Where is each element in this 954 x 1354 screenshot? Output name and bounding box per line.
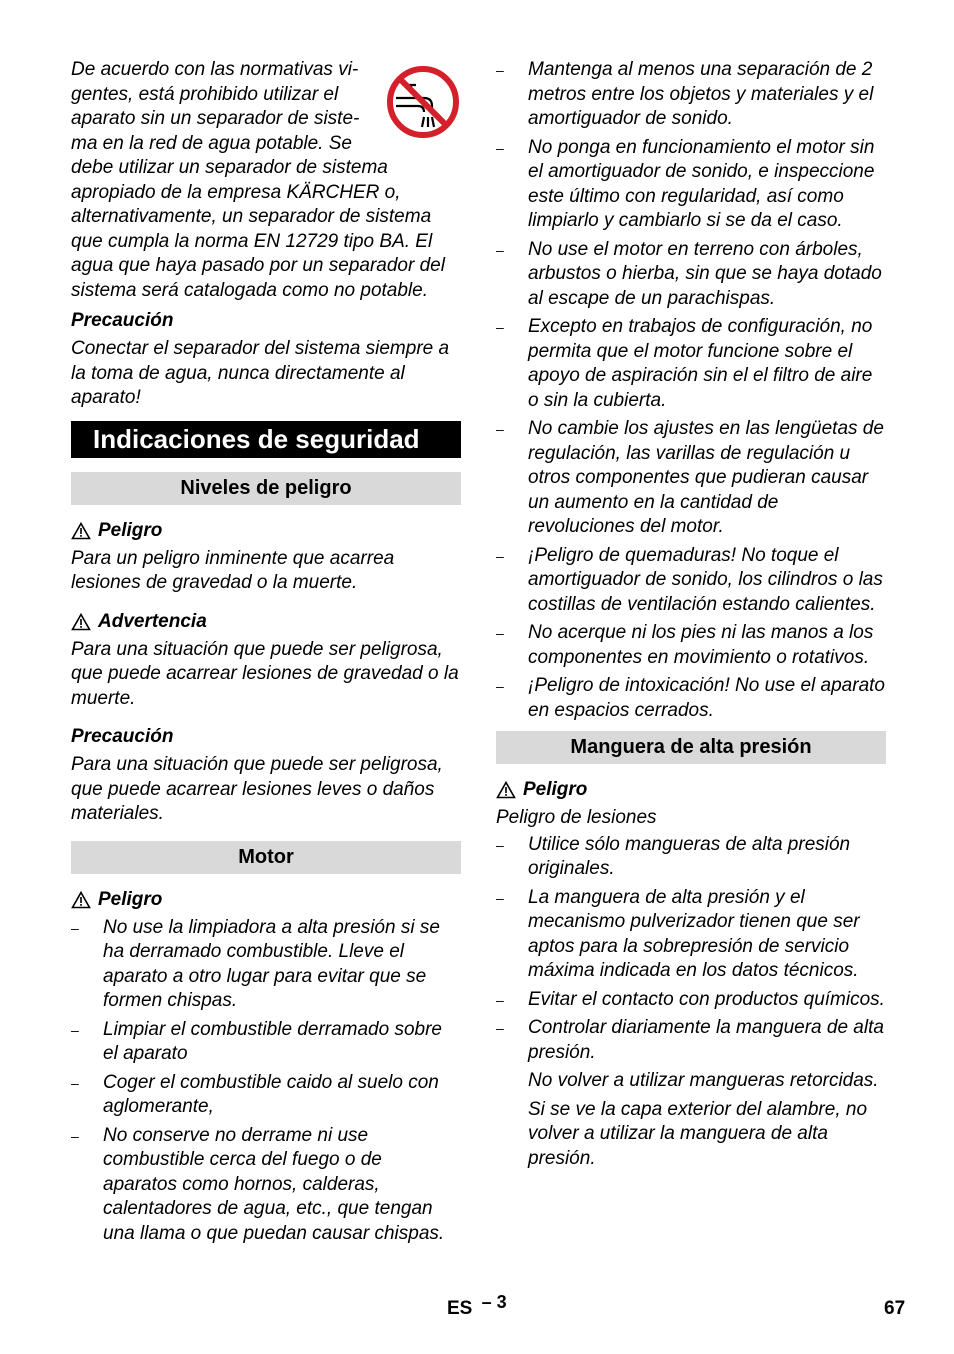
manguera-note: No volver a utilizar mangueras retorcidas. [528, 1070, 879, 1091]
list-item: – Coger el combustible caido al suelo con aglomerante, [71, 1071, 461, 1120]
list-item: – Mantenga al menos una separación de 2 metros entre los objetos y materiales y el amortiguador de sonido. [496, 58, 886, 132]
manguera-peligro-text: Peligro de lesiones [496, 807, 657, 828]
manguera-note: Si se ve la capa exterior del alambre, no volver a utilizar la manguera de alta presión. [528, 1098, 868, 1169]
warning-triangle-icon [71, 522, 91, 540]
motor-peligro-label-row [71, 888, 461, 912]
warning-triangle-icon [71, 891, 91, 909]
motor-heading: Motor [71, 841, 461, 874]
list-item: – No conserve no derrame ni use combustible cerca del fuego o de aparatos como hornos, calderas, calentadores de agua, etc., que tengan una llama o que puedan causar chispas. [71, 1124, 461, 1247]
list-item: – No use el motor en terreno con árboles, arbustos o hierba, sin que se haya dotado al escape de un parachispas. [496, 238, 886, 312]
list-item: – Utilice sólo mangueras de alta presión originales. [496, 833, 886, 882]
right-column [496, 58, 886, 1171]
peligro-text: Para un peligro inminente que acarrea lesiones de gravedad o la muerte. [71, 547, 395, 593]
precaucion-text: Conectar el separador del sistema siempre a la toma de agua, nunca directamente al aparato! [71, 338, 450, 408]
no-drinking-water-connection-icon [386, 65, 460, 139]
precaucion2-text: Para una situación que puede ser peligrosa, que puede acarrear lesiones leves o daños materiales. [71, 754, 443, 824]
precaucion2-label: Precaución [71, 726, 174, 747]
warning-triangle-icon [496, 781, 516, 799]
manguera-peligro-label: Peligro [523, 779, 588, 800]
list-item: – No use la limpiadora a alta presión si se ha derramado combustible. Lleve el aparato a otro lugar para evitar que se formen chispas. [71, 916, 461, 1014]
precaucion-label: Precaución [71, 310, 174, 331]
list-item: – No ponga en funcionamiento el motor sin el amortiguador de sonido, e inspeccione este último con regularidad, así como limpiarlo y cambiarlo si se da el caso. [496, 136, 886, 234]
motor-list-right [496, 58, 886, 723]
intro-line: gentes, está prohibido utilizar el [71, 83, 339, 105]
list-item: – Controlar diariamente la manguera de alta presión. [496, 1016, 886, 1065]
peligro-label: Peligro [98, 519, 163, 541]
motor-list-left [71, 916, 461, 1247]
list-item: – Excepto en trabajos de configuración, no permita que el motor funcione sobre el apoyo de aspiración sin el el filtro de aire o sin la cubierta. [496, 315, 886, 413]
footer-section-page: – 3 [481, 1292, 507, 1312]
intro-line: aparato sin un separador de siste- [71, 108, 360, 129]
manguera-peligro-label-row [496, 778, 886, 802]
intro-paragraph: debe utilizar un separador de sistema apropiado de la empresa KÄRCHER o, alternativamente, un separador de sistema que cumpla la norma EN 12729 tipo BA. El agua que haya pasado por un separador del sistema será catalogada como no potable. [71, 157, 445, 301]
advertencia-label: Advertencia [98, 610, 207, 632]
niveles-heading: Niveles de peligro [71, 472, 461, 505]
section-title: Indicaciones de seguridad [71, 421, 461, 458]
footer-lang [447, 1292, 507, 1320]
intro-line: ma en la red de agua potable. Se [71, 132, 352, 154]
list-item: – La manguera de alta presión y el mecanismo pulverizador tienen que ser aptos para la sobrepresión de servicio máxima indicada en los datos técnicos. [496, 886, 886, 984]
list-item: – ¡Peligro de intoxicación! No use el aparato en espacios cerrados. [496, 674, 886, 723]
advertencia-label-row [71, 610, 461, 634]
manguera-heading: Manguera de alta presión [496, 731, 886, 764]
list-item: – No cambie los ajustes en las lengüetas de regulación, las varillas de regulación u otros componentes que pudieran causar un aumento en la cantidad de revoluciones del motor. [496, 417, 886, 540]
list-item: – ¡Peligro de quemaduras! No toque el amortiguador de sonido, los cilindros o las costillas de ventilación estando calientes. [496, 544, 886, 618]
list-item: – Evitar el contacto con productos químicos. [496, 988, 886, 1013]
left-column [71, 58, 461, 1246]
list-item: – No acerque ni los pies ni las manos a los componentes en movimiento o rotativos. [496, 621, 886, 670]
list-item: – Limpiar el combustible derramado sobre el aparato [71, 1018, 461, 1067]
footer-lang-code: ES [447, 1298, 473, 1319]
manguera-list [496, 833, 886, 1066]
intro-block [71, 58, 461, 156]
intro-line: De acuerdo con las normativas vi- [71, 59, 359, 80]
footer-page-number: 67 [884, 1298, 906, 1319]
warning-triangle-icon [71, 613, 91, 631]
motor-peligro-label: Peligro [98, 888, 163, 910]
advertencia-text: Para una situación que puede ser peligrosa, que puede acarrear lesiones de gravedad o la muerte. [71, 638, 459, 709]
peligro-label-row [71, 519, 461, 543]
